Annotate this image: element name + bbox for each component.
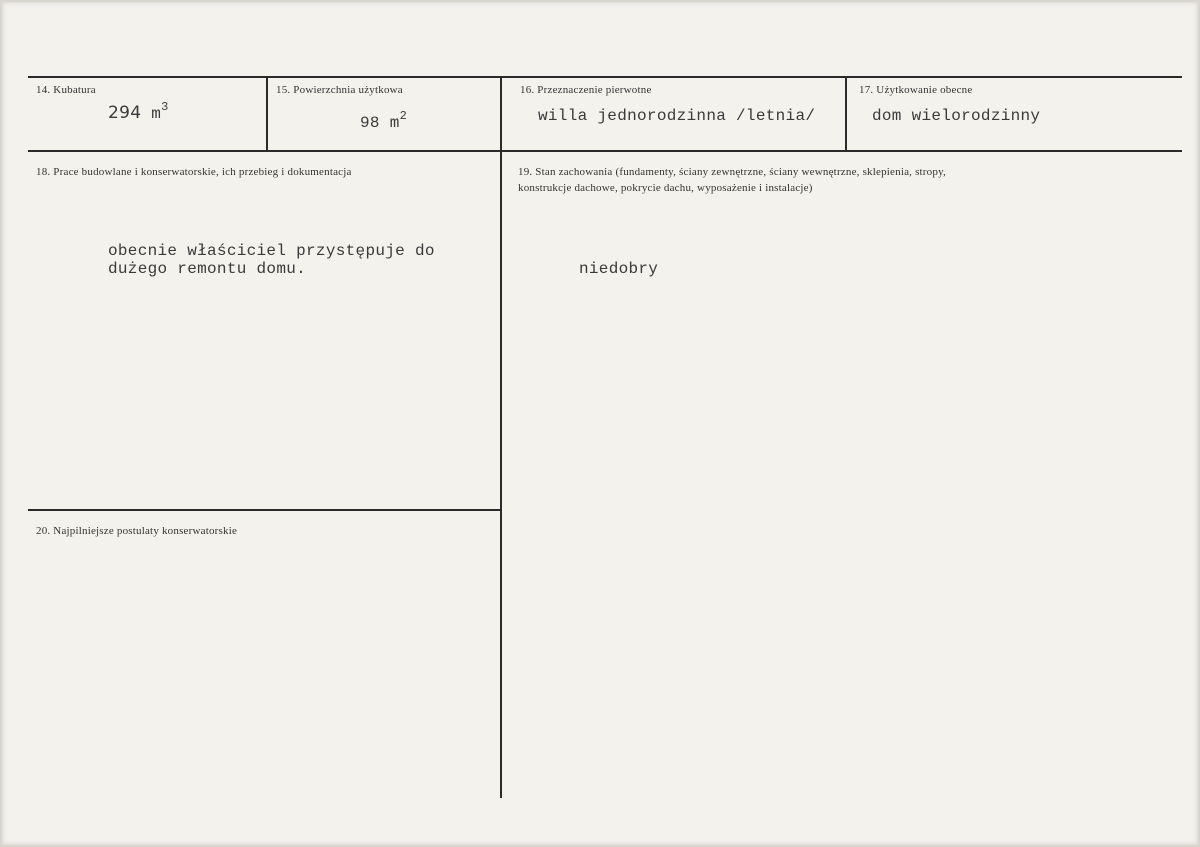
field-20-label: 20. Najpilniejsze postulaty konserwatorskie: [36, 525, 238, 537]
field-16-label: 16. Przeznaczenie pierwotne: [520, 84, 652, 96]
field-18-line-1: obecnie właściciel przystępuje do: [108, 242, 435, 260]
area-unit: m: [389, 114, 400, 132]
divider-16-17: [845, 76, 847, 152]
cubature-number: 294: [108, 103, 142, 123]
row-divider: [28, 150, 1182, 152]
area-number: 98: [360, 114, 380, 132]
divider-18-20: [28, 509, 500, 511]
field-15-label: 15. Powierzchnia użytkowa: [276, 84, 403, 96]
record-card: [2, 2, 1198, 845]
cubature-unit: m: [151, 105, 162, 123]
area-exponent: 2: [399, 109, 408, 123]
field-18-line-2: dużego remontu domu.: [108, 260, 307, 278]
cubature-exponent: 3: [161, 100, 169, 114]
field-18-label: 18. Prace budowlane i konserwatorskie, ich przebieg i dokumentacja: [36, 166, 352, 178]
field-14-value: [108, 100, 169, 125]
field-16-value: willa jednorodzinna /letnia/: [538, 107, 816, 125]
field-17-label: 17. Użytkowanie obecne: [859, 84, 973, 96]
field-19-label-line-1: 19. Stan zachowania (fundamenty, ściany zewnętrzne, ściany wewnętrzne, sklepienia, stropy,: [518, 166, 947, 178]
field-19-label-line-2: konstrukcje dachowe, pokrycie dachu, wyposażenie i instalacje): [518, 182, 813, 194]
top-rule: [28, 76, 1182, 78]
divider-14-15: [266, 76, 268, 152]
field-19-value: niedobry: [579, 260, 659, 278]
field-14-label: 14. Kubatura: [36, 84, 96, 96]
divider-15-16: [500, 76, 502, 798]
field-17-value: dom wielorodzinny: [872, 107, 1041, 125]
field-15-value: [360, 109, 408, 134]
